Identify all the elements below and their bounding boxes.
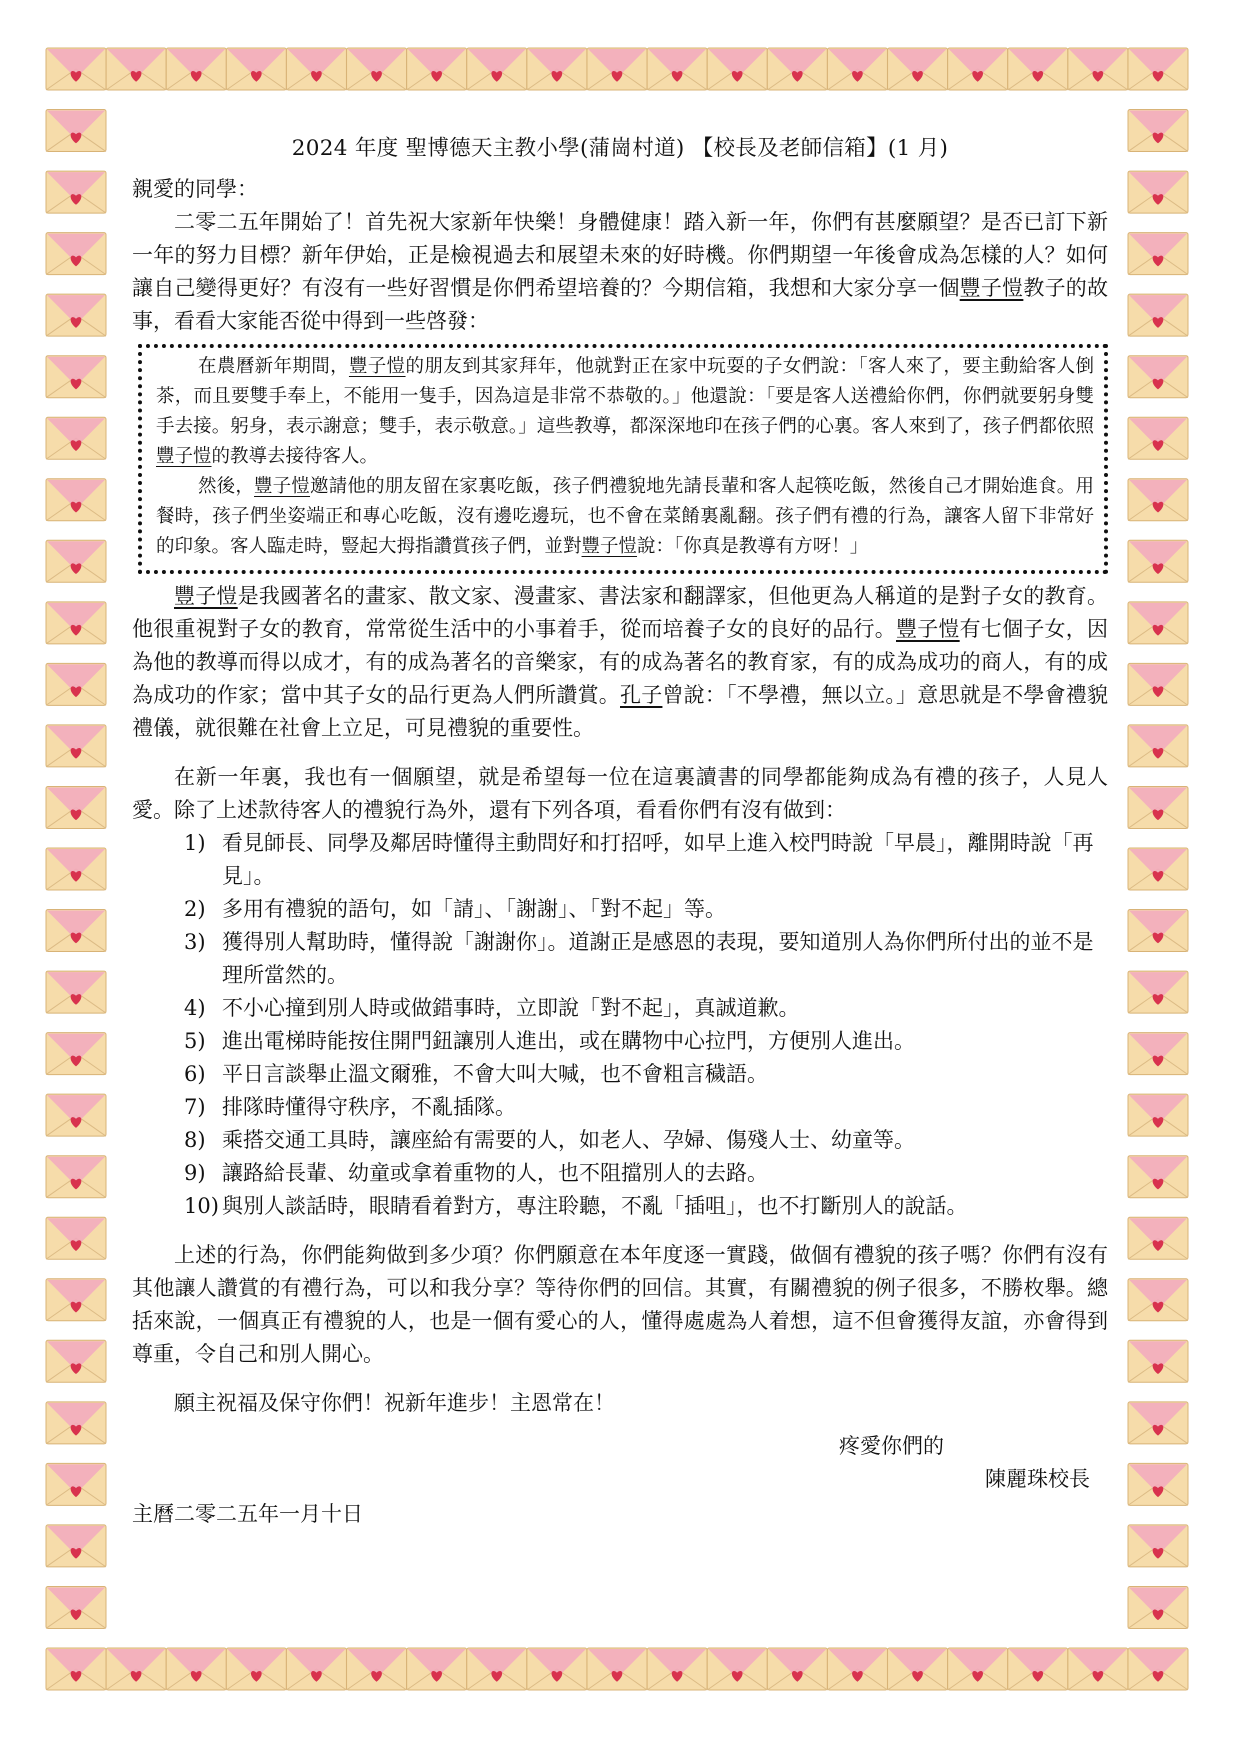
list-item-number: 6) (184, 1062, 206, 1086)
list-item-number: 1) (184, 831, 206, 855)
list-item-number: 7) (184, 1095, 206, 1119)
list-item-number: 10) (184, 1194, 219, 1218)
envelope-heart-icon (1128, 725, 1188, 767)
envelope-heart-icon (46, 1648, 106, 1690)
envelope-heart-icon (46, 1217, 106, 1259)
person-name: 豐子愷 (156, 446, 212, 467)
envelope-heart-icon (166, 1648, 226, 1690)
story-text: 然後， (198, 476, 255, 497)
envelope-heart-icon (46, 1340, 106, 1382)
list-item-number: 5) (184, 1029, 206, 1053)
body-text: 有七個子女，因為他的教導而得以成才，有的成為著名的音樂家，有的成為著名的教育家，有的成為成功的商人，有的成為成功的作家；當中其子女的品行更為人們所讚賞。 (132, 617, 1109, 707)
envelope-heart-icon (767, 48, 827, 90)
person-name: 豐子愷 (896, 617, 960, 641)
list-item-text: 看見師長、同學及鄰居時懂得主動問好和打招呼，如早上進入校門時說「早晨」，離開時說「再見」。 (222, 831, 1094, 888)
envelope-heart-icon (46, 786, 106, 828)
story-text: 的朋友到其家拜年，他就對正在家中玩耍的子女們說：「客人來了，要主動給客人倒茶，而且要雙手奉上，不能用一隻手，因為這是非常不恭敬的。」他還說：「要是客人送禮給你們，你們就要躬身雙手去接。躬身，表示謝意；雙手，表示敬意。」這些教導，都深深地印在孩子們的心裏。客人來到了，孩子們都依照 (156, 356, 1094, 437)
envelope-heart-icon (1128, 1156, 1188, 1198)
envelope-heart-icon (46, 971, 106, 1013)
envelope-heart-icon (1128, 417, 1188, 459)
envelope-heart-icon (1128, 356, 1188, 398)
envelope-heart-icon (1128, 1340, 1188, 1382)
envelope-heart-icon (106, 48, 166, 90)
envelope-heart-icon (347, 1648, 407, 1690)
envelope-heart-icon (46, 1033, 106, 1075)
envelope-heart-icon (1128, 663, 1188, 705)
person-name: 豐子愷 (174, 584, 238, 608)
envelope-heart-icon (888, 1648, 948, 1690)
intro-text: 二零二五年開始了！首先祝大家新年快樂！身體健康！踏入新一年，你們有甚麼願望？是否已訂下新一年的努力目標？新年伊始，正是檢視過去和展望未來的好時機。你們期望一年後會成為怎樣的人？如何讓自己變得更好？有沒有一些好習慣是你們希望培養的？今期信箱，我想和大家分享一個 (132, 210, 1108, 300)
envelope-heart-icon (46, 233, 106, 275)
envelope-heart-icon (1128, 1525, 1188, 1567)
envelope-heart-icon (1008, 48, 1068, 90)
list-item-text: 多用有禮貌的語句，如「請」、「謝謝」、「對不起」等。 (222, 897, 726, 921)
envelope-heart-icon (1128, 602, 1188, 644)
story-text: 說：「你真是教導有方呀！」 (637, 536, 869, 557)
envelope-heart-icon (527, 48, 587, 90)
greeting: 親愛的同學： (132, 177, 258, 201)
envelope-heart-icon (1128, 848, 1188, 890)
envelope-heart-icon (1128, 540, 1188, 582)
list-item-text: 與別人談話時，眼睛看着對方，專注聆聽，不亂「插咀」，也不打斷別人的說話。 (222, 1194, 968, 1218)
list-item-text: 獲得別人幫助時，懂得說「謝謝你」。道謝正是感恩的表現，要知道別人為你們所付出的並不是理所當然的。 (222, 930, 1094, 987)
list-item (184, 1025, 1108, 1058)
envelope-heart-icon (1128, 1094, 1188, 1136)
envelope-heart-icon (407, 48, 467, 90)
envelope-heart-icon (46, 294, 106, 336)
list-item-text: 不小心撞到別人時或做錯事時，立即說「對不起」，真誠道歉。 (222, 996, 800, 1020)
intro-paragraph (132, 206, 1108, 338)
list-item (184, 1157, 1108, 1190)
body-paragraph-2: 在新一年裏，我也有一個願望，就是希望每一位在這裏讀書的同學都能夠成為有禮的孩子，人見人愛。除了上述款待客人的禮貌行為外，還有下列各項，看看你們有沒有做到： (132, 765, 1108, 822)
list-item-text: 排隊時懂得守秩序，不亂插隊。 (222, 1095, 516, 1119)
envelope-heart-icon (1128, 294, 1188, 336)
envelope-heart-icon (226, 48, 286, 90)
list-item-number: 3) (184, 930, 206, 954)
body-paragraph-3: 上述的行為，你們能夠做到多少項？你們願意在本年度逐一實踐，做個有禮貌的孩子嗎？你們有沒有其他讓人讚賞的有禮行為，可以和我分享？等待你們的回信。其實，有關禮貌的例子很多，不勝枚舉。總括來說，一個真正有禮貌的人，也是一個有愛心的人，懂得處處為人着想，這不但會獲得友誼，亦會得到尊重，令自己和別人開心。 (132, 1243, 1108, 1366)
envelope-heart-icon (1128, 971, 1188, 1013)
envelope-heart-icon (647, 1648, 707, 1690)
person-name: 孔子 (620, 683, 663, 707)
envelope-heart-icon (226, 1648, 286, 1690)
list-item-text: 乘搭交通工具時，讓座給有需要的人，如老人、孕婦、傷殘人士、幼童等。 (222, 1128, 915, 1152)
list-item-number: 4) (184, 996, 206, 1020)
envelope-heart-icon (467, 48, 527, 90)
envelope-heart-icon (1128, 233, 1188, 275)
envelope-heart-icon (46, 356, 106, 398)
list-item (184, 893, 1108, 926)
list-item (184, 1091, 1108, 1124)
envelope-heart-icon (1128, 48, 1188, 90)
envelope-heart-icon (46, 602, 106, 644)
list-item (184, 1190, 1108, 1223)
person-name: 豐子愷 (348, 356, 406, 377)
envelope-heart-icon (1128, 1279, 1188, 1321)
envelope-heart-icon (46, 1525, 106, 1567)
envelope-heart-icon (46, 48, 106, 90)
envelope-heart-icon (1068, 48, 1128, 90)
list-item (184, 992, 1108, 1025)
envelope-heart-icon (46, 417, 106, 459)
envelope-heart-icon (948, 48, 1008, 90)
envelope-heart-icon (1128, 1648, 1188, 1690)
envelope-heart-icon (1128, 1217, 1188, 1259)
list-item (184, 926, 1108, 992)
envelope-heart-icon (1128, 910, 1188, 952)
envelope-heart-icon (46, 1156, 106, 1198)
envelope-heart-icon (1128, 479, 1188, 521)
list-item-text: 平日言談舉止溫文爾雅，不會大叫大喊，也不會粗言穢語。 (222, 1062, 768, 1086)
envelope-heart-icon (46, 1463, 106, 1505)
envelope-heart-icon (827, 48, 887, 90)
letter-date: 主曆二零二五年一月十日 (132, 1502, 363, 1526)
envelope-heart-icon (1008, 1648, 1068, 1690)
blessing: 願主祝福及保守你們！祝新年進步！主恩常在！ (174, 1391, 615, 1415)
envelope-heart-icon (767, 1648, 827, 1690)
list-item-text: 讓路給長輩、幼童或拿着重物的人，也不阻擋別人的去路。 (222, 1161, 768, 1185)
envelope-heart-icon (527, 1648, 587, 1690)
envelope-heart-icon (1128, 1586, 1188, 1628)
envelope-heart-icon (46, 848, 106, 890)
envelope-heart-icon (587, 1648, 647, 1690)
envelope-heart-icon (467, 1648, 527, 1690)
list-item-number: 2) (184, 897, 206, 921)
closing: 疼愛你們的 (839, 1434, 944, 1458)
envelope-heart-icon (46, 725, 106, 767)
envelope-heart-icon (286, 48, 346, 90)
list-item (184, 1124, 1108, 1157)
envelope-heart-icon (46, 1586, 106, 1628)
envelope-heart-icon (707, 1648, 767, 1690)
envelope-heart-icon (46, 1279, 106, 1321)
envelope-heart-icon (647, 48, 707, 90)
signature: 陳麗珠校長 (985, 1467, 1090, 1491)
envelope-heart-icon (1068, 1648, 1128, 1690)
person-name: 豐子愷 (959, 276, 1024, 300)
person-name: 豐子愷 (254, 476, 311, 497)
list-item-number: 9) (184, 1161, 206, 1185)
envelope-heart-icon (888, 48, 948, 90)
envelope-heart-icon (46, 1402, 106, 1444)
list-item (184, 827, 1108, 893)
envelope-heart-icon (407, 1648, 467, 1690)
envelope-heart-icon (46, 910, 106, 952)
envelope-heart-icon (707, 48, 767, 90)
envelope-heart-icon (106, 1648, 166, 1690)
letter-title: 2024 年度 聖博德天主教小學(蒲崗村道) 【校長及老師信箱】(1 月) (291, 136, 949, 161)
envelope-heart-icon (46, 540, 106, 582)
envelope-heart-icon (1128, 110, 1188, 152)
list-item (184, 1058, 1108, 1091)
story-box (138, 344, 1108, 574)
envelope-heart-icon (166, 48, 226, 90)
envelope-heart-icon (1128, 171, 1188, 213)
letter-content (132, 132, 1108, 1531)
envelope-heart-icon (46, 663, 106, 705)
envelope-heart-icon (1128, 1033, 1188, 1075)
envelope-heart-icon (46, 171, 106, 213)
story-paragraph-1 (156, 352, 1094, 472)
story-paragraph-2 (156, 472, 1094, 562)
story-text: 邀請他的朋友留在家裏吃飯，孩子們禮貌地先請長輩和客人起筷吃飯，然後自己才開始進食。用餐時，孩子們坐姿端正和專心吃飯，沒有邊吃邊玩，也不會在菜餚裏亂翻。孩子們有禮的行為，讓客人留下非常好的印象。客人臨走時，豎起大拇指讚賞孩子們，並對 (156, 476, 1094, 557)
list-item-text: 進出電梯時能按住開門鈕讓別人進出，或在購物中心拉門，方便別人進出。 (222, 1029, 915, 1053)
body-paragraph-1 (132, 580, 1108, 745)
body-text: 曾說：「不學禮，無以立。」意思就是不學會禮貌禮儀，就很難在社會上立足，可見禮貌的重要性。 (132, 683, 1109, 740)
body-text: 是我國著名的畫家、散文家、漫畫家、書法家和翻譯家，但他更為人稱道的是對子女的教育。他很重視對子女的教育，常常從生活中的小事着手，從而培養子女的良好的品行。 (132, 584, 1109, 641)
envelope-heart-icon (46, 479, 106, 521)
list-item-number: 8) (184, 1128, 206, 1152)
envelope-heart-icon (827, 1648, 887, 1690)
envelope-heart-icon (948, 1648, 1008, 1690)
envelope-heart-icon (1128, 1463, 1188, 1505)
intro-tail: 教子的故事，看看大家能否從中得到一些啓發： (132, 276, 1109, 333)
envelope-heart-icon (1128, 1402, 1188, 1444)
etiquette-list (132, 827, 1108, 1223)
envelope-heart-icon (347, 48, 407, 90)
envelope-heart-icon (587, 48, 647, 90)
person-name: 豐子愷 (581, 536, 638, 557)
story-text: 在農曆新年期間， (198, 356, 349, 377)
envelope-heart-icon (286, 1648, 346, 1690)
envelope-heart-icon (46, 1094, 106, 1136)
envelope-heart-icon (46, 110, 106, 152)
story-text: 的教導去接待客人。 (211, 446, 379, 467)
envelope-heart-icon (1128, 786, 1188, 828)
